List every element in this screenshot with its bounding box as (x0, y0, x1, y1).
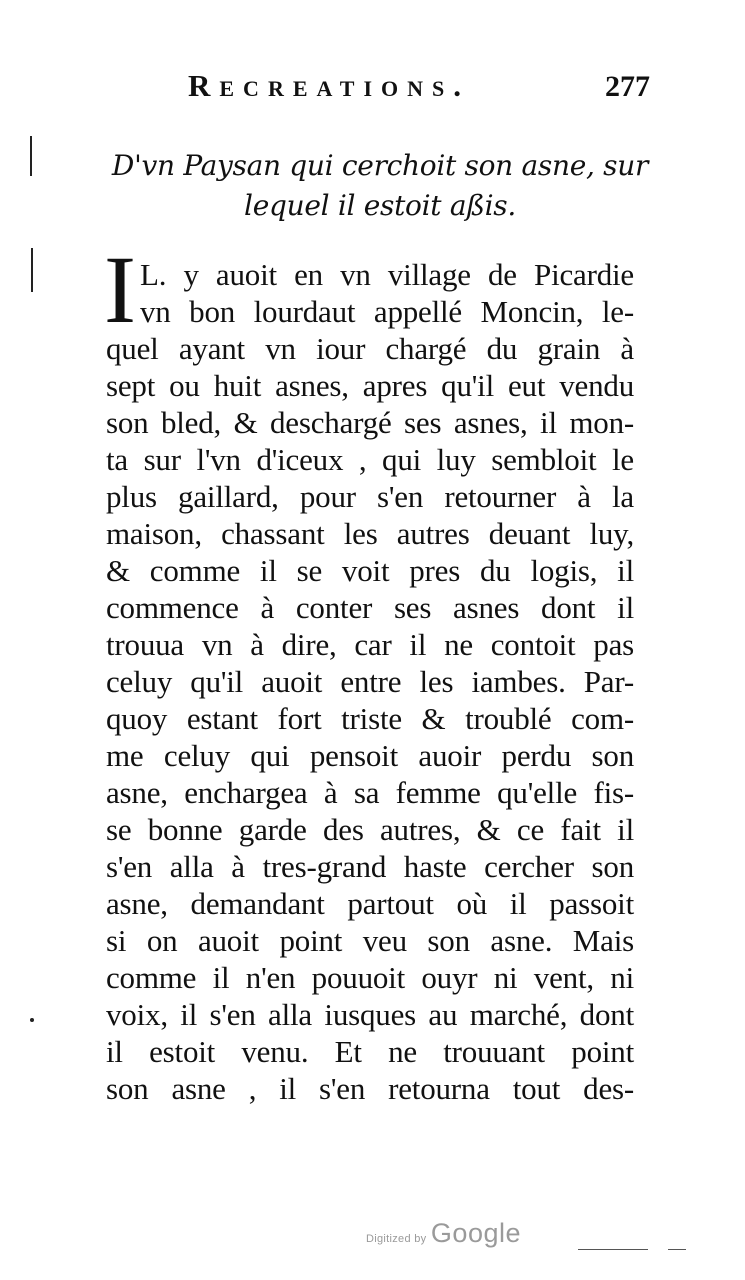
text-line: sept ou huit asnes, apres qu'il eut vendu (106, 368, 634, 403)
body-text (104, 236, 634, 1107)
text-line: il estoit venu. Et ne trouuant point (106, 1034, 634, 1069)
drop-cap: I (104, 236, 136, 343)
text-line: & comme il se voit pres du logis, il (106, 553, 634, 588)
text-line: comme il n'en pouuoit ouyr ni vent, ni (106, 960, 634, 995)
text-line: trouua vn à dire, car il ne contoit pas (106, 627, 634, 662)
text-line: L. y auoit en vn village de Picardie (140, 257, 634, 292)
text-line: maison, chassant les autres deuant luy, (106, 516, 634, 551)
text-line: vn bon lourdaut appellé Moncin, le- (140, 294, 634, 329)
chapter-title (100, 146, 660, 226)
text-line: commence à conter ses asnes dont il (106, 590, 634, 625)
running-head-title: Recreations. (188, 68, 470, 103)
text-line: asne, demandant partout où il passoit (106, 886, 634, 921)
margin-scan-mark (30, 1018, 34, 1022)
text-line: son asne , il s'en retourna tout des- (106, 1071, 634, 1106)
text-line: asne, enchargea à sa femme qu'elle fis- (106, 775, 634, 810)
text-line: s'en alla à tres-grand haste cercher son (106, 849, 634, 884)
text-line: quel ayant vn iour chargé du grain à (106, 331, 634, 366)
text-line: quoy estant fort triste & troublé com- (106, 701, 634, 736)
text-line: voix, il s'en alla iusques au marché, dont (106, 997, 634, 1032)
text-line: si on auoit point veu son asne. Mais (106, 923, 634, 958)
footer-rule (668, 1249, 686, 1250)
chapter-title-line-2: lequel il estoit aßis. (244, 189, 516, 222)
footer-rule (578, 1249, 648, 1250)
text-line: son bled, & deschargé ses asnes, il mon- (106, 405, 634, 440)
text-line: me celuy qui pensoit auoir perdu son (106, 738, 634, 773)
running-head (150, 66, 660, 110)
text-line: ta sur l'vn d'iceux , qui luy sembloit le (106, 442, 634, 477)
google-logo-text: Google (430, 1218, 521, 1248)
digitized-watermark (366, 1218, 521, 1249)
margin-scan-mark (30, 136, 32, 176)
margin-scan-mark (31, 248, 33, 292)
text-line: plus gaillard, pour s'en retourner à la (106, 479, 634, 514)
chapter-title-line-1: D'vn Paysan qui cerchoit son asne, sur (111, 149, 649, 182)
page-number: 277 (605, 70, 650, 103)
digitized-by-text: Digitized by (366, 1233, 427, 1245)
text-line: celuy qu'il auoit entre les iambes. Par- (106, 664, 634, 699)
text-line: se bonne garde des autres, & ce fait il (106, 812, 634, 847)
